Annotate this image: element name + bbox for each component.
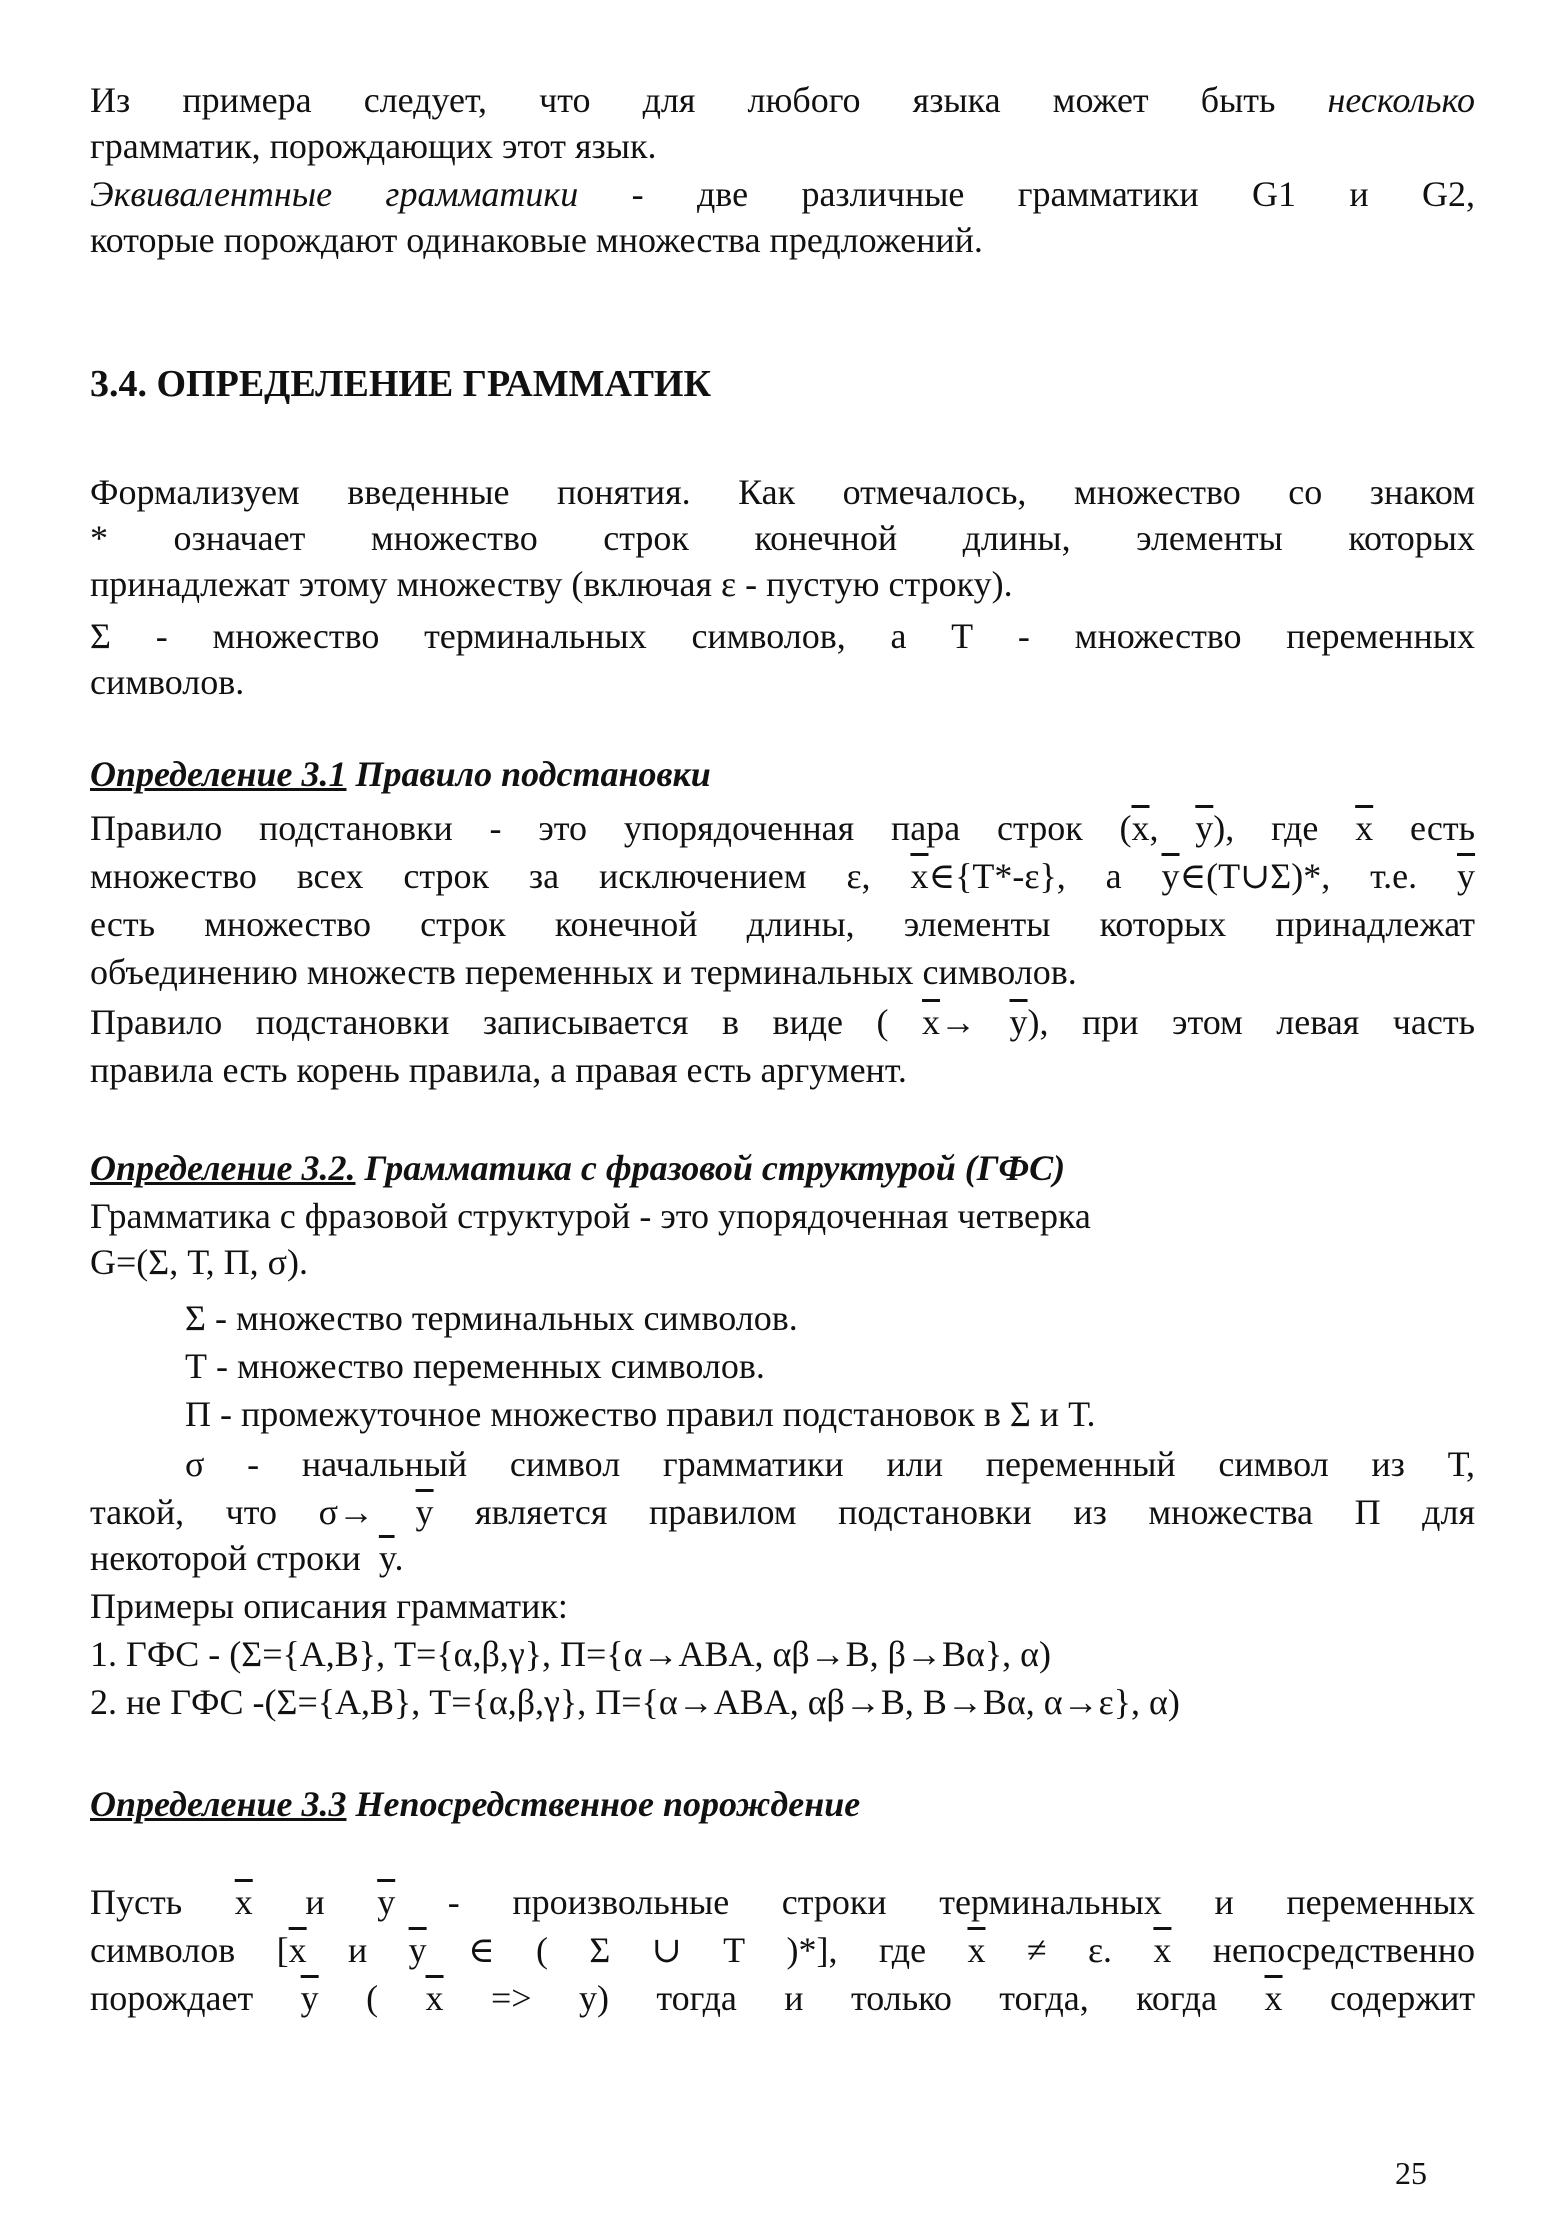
definition-3-1-heading <box>90 752 1475 796</box>
text: , <box>1149 808 1159 848</box>
section-para-line-2: * означает множество строк конечной длины, элементы которых <box>90 518 1475 558</box>
y-bar-symbol: $\overline{y}$ <box>377 1882 396 1922</box>
section-para-line-1: Формализуем введенные понятия. Как отмечалось, множество со знаком <box>90 472 1475 512</box>
x-bar-symbol: $\overline{x}$ <box>234 1882 253 1922</box>
equivalent-grammars-text: - две различные грамматики G1 и G2, <box>631 174 1475 214</box>
text: непосредственно <box>1212 1930 1475 1970</box>
start-symbol-definition-line-1: σ - начальный символ грамматики или переменный символ из Т, <box>185 1444 1475 1484</box>
sigma-definition: Σ - множество терминальных символов. <box>185 1298 798 1338</box>
section-para-line-4: Σ - множество терминальных символов, а Т - множество переменных <box>90 616 1475 656</box>
definition-title: Непосредственное порождение <box>355 1784 861 1824</box>
equivalent-grammars-line-1 <box>90 172 1475 216</box>
x-bar-symbol: $\overline{x}$ <box>922 1002 941 1042</box>
y-bar-symbol: $\overline{y}$ <box>408 1930 427 1970</box>
definition-label: Определение 3.2. <box>90 1148 356 1188</box>
text: ), где <box>1213 808 1319 848</box>
text: некоторой строки <box>90 1538 361 1578</box>
text: есть <box>1410 808 1476 848</box>
text: ), при этом левая часть <box>1027 1002 1476 1042</box>
text: => <box>490 1978 532 2018</box>
text: и <box>305 1882 325 1922</box>
text: . <box>394 1538 404 1578</box>
y-bar-symbol: $\overline{y}$ <box>1161 856 1180 896</box>
examples-title: Примеры описания грамматик: <box>90 1586 568 1626</box>
definition-3-1-line-6: правила есть корень правила, а правая есть аргумент. <box>90 1050 907 1090</box>
intro-text: Из примера следует, что для любого языка может быть <box>90 80 1276 120</box>
y-bar-symbol: $\overline{y}$ <box>415 1492 434 1532</box>
text: ( <box>366 1978 379 2018</box>
start-symbol-definition-line-2 <box>90 1490 1475 1534</box>
definition-3-3-line-2 <box>90 1928 1475 1972</box>
definition-3-1-line-2 <box>90 854 1475 898</box>
start-symbol-definition-line-3 <box>90 1536 1475 1580</box>
x-bar-symbol: $\overline{x}$ <box>288 1930 307 1970</box>
example-1: 1. ГФС - (Σ={A,B}, T={α,β,γ}, П={α→ABA, αβ→B, β→Bα}, α) <box>90 1634 1051 1674</box>
text: ≠ ε. <box>1026 1930 1113 1970</box>
section-heading: 3.4. ОПРЕДЕЛЕНИЕ ГРАММАТИК <box>90 363 712 405</box>
p-definition: П - промежуточное множество правил подстановок в Σ и Т. <box>185 1394 1096 1434</box>
x-bar-symbol: $\overline{x}$ <box>1153 1930 1172 1970</box>
y-bar-symbol: $\overline{y}$ <box>378 1538 395 1578</box>
definition-3-1-line-4: объединению множеств переменных и терминальных символов. <box>90 952 1077 992</box>
text: множество всех строк за исключением ε, <box>90 856 871 896</box>
definition-3-2-line-2: G=(Σ, Т, П, σ). <box>90 1242 309 1282</box>
definition-3-1-line-5 <box>90 1000 1475 1044</box>
definition-title: Правило подстановки <box>355 754 711 794</box>
intro-line-2: грамматик, порождающих этот язык. <box>90 126 657 166</box>
intro-emphasis: несколько <box>1327 80 1475 120</box>
text: ∈ ( Σ ∪ Т )*], где <box>467 1930 927 1970</box>
text: содержит <box>1329 1978 1476 2018</box>
section-para-line-3: принадлежат этому множеству (включая ε - пустую строку). <box>90 564 1013 604</box>
definition-3-2-line-1: Грамматика с фразовой структурой - это упорядоченная четверка <box>90 1196 1091 1236</box>
text: - произвольные строки терминальных и переменных <box>447 1882 1476 1922</box>
text: → <box>940 1002 977 1042</box>
t-definition: Т - множество переменных символов. <box>185 1346 765 1386</box>
text: и <box>347 1930 368 1970</box>
section-para-line-5: символов. <box>90 662 245 702</box>
text: является правилом подстановки из множества П для <box>475 1492 1475 1532</box>
x-bar-symbol: $\overline{x}$ <box>910 856 929 896</box>
example-2: 2. не ГФС -(Σ={A,B}, T={α,β,γ}, П={α→ABA, αβ→B, B→Bα, α→ε}, α) <box>90 1682 1180 1722</box>
text: Пусть <box>90 1882 183 1922</box>
x-bar-symbol: $\overline{x}$ <box>425 1978 444 2018</box>
x-bar-symbol: $\overline{x}$ <box>967 1930 986 1970</box>
y-bar-symbol: $\overline{y}$ <box>1009 1002 1028 1042</box>
text: Правило подстановки записывается в виде ( <box>90 1002 889 1042</box>
text: символов [ <box>90 1930 289 1970</box>
intro-line-1 <box>90 78 1475 122</box>
page-number: 25 <box>1395 2155 1427 2191</box>
definition-3-2-heading <box>90 1146 1475 1190</box>
x-bar-symbol: $\overline{x}$ <box>1355 808 1374 848</box>
text: Правило подстановки - это упорядоченная пара строк ( <box>90 808 1132 848</box>
y-symbol: y <box>578 1978 597 2018</box>
text: порождает <box>90 1978 254 2018</box>
definition-3-3-line-3 <box>90 1976 1475 2020</box>
text: ∈{Т*-ε}, а <box>928 856 1122 896</box>
definition-3-1-line-1 <box>90 806 1475 850</box>
definition-label: Определение 3.3 <box>90 1784 347 1824</box>
definition-label: Определение 3.1 <box>90 754 347 794</box>
text: такой, что σ→ <box>90 1492 374 1532</box>
y-bar-symbol: $\overline{y}$ <box>1457 856 1476 896</box>
definition-3-3-line-1 <box>90 1880 1475 1924</box>
x-bar-symbol: $\overline{x}$ <box>1131 808 1150 848</box>
equivalent-grammars-term: Эквивалентные грамматики <box>90 174 579 214</box>
x-bar-symbol: $\overline{x}$ <box>1264 1978 1283 2018</box>
text: ) тогда и только тогда, когда <box>596 1978 1218 2018</box>
y-bar-symbol: $\overline{y}$ <box>1195 808 1214 848</box>
definition-3-1-line-3: есть множество строк конечной длины, элементы которых принадлежат <box>90 904 1475 944</box>
definition-title: Грамматика с фразовой структурой (ГФС) <box>364 1148 1066 1188</box>
text: ∈(Т∪Σ)*, т.е. <box>1179 856 1418 896</box>
equivalent-grammars-line-2: которые порождают одинаковые множества предложений. <box>90 220 983 260</box>
definition-3-3-heading <box>90 1782 1475 1826</box>
y-bar-symbol: $\overline{y}$ <box>300 1978 319 2018</box>
